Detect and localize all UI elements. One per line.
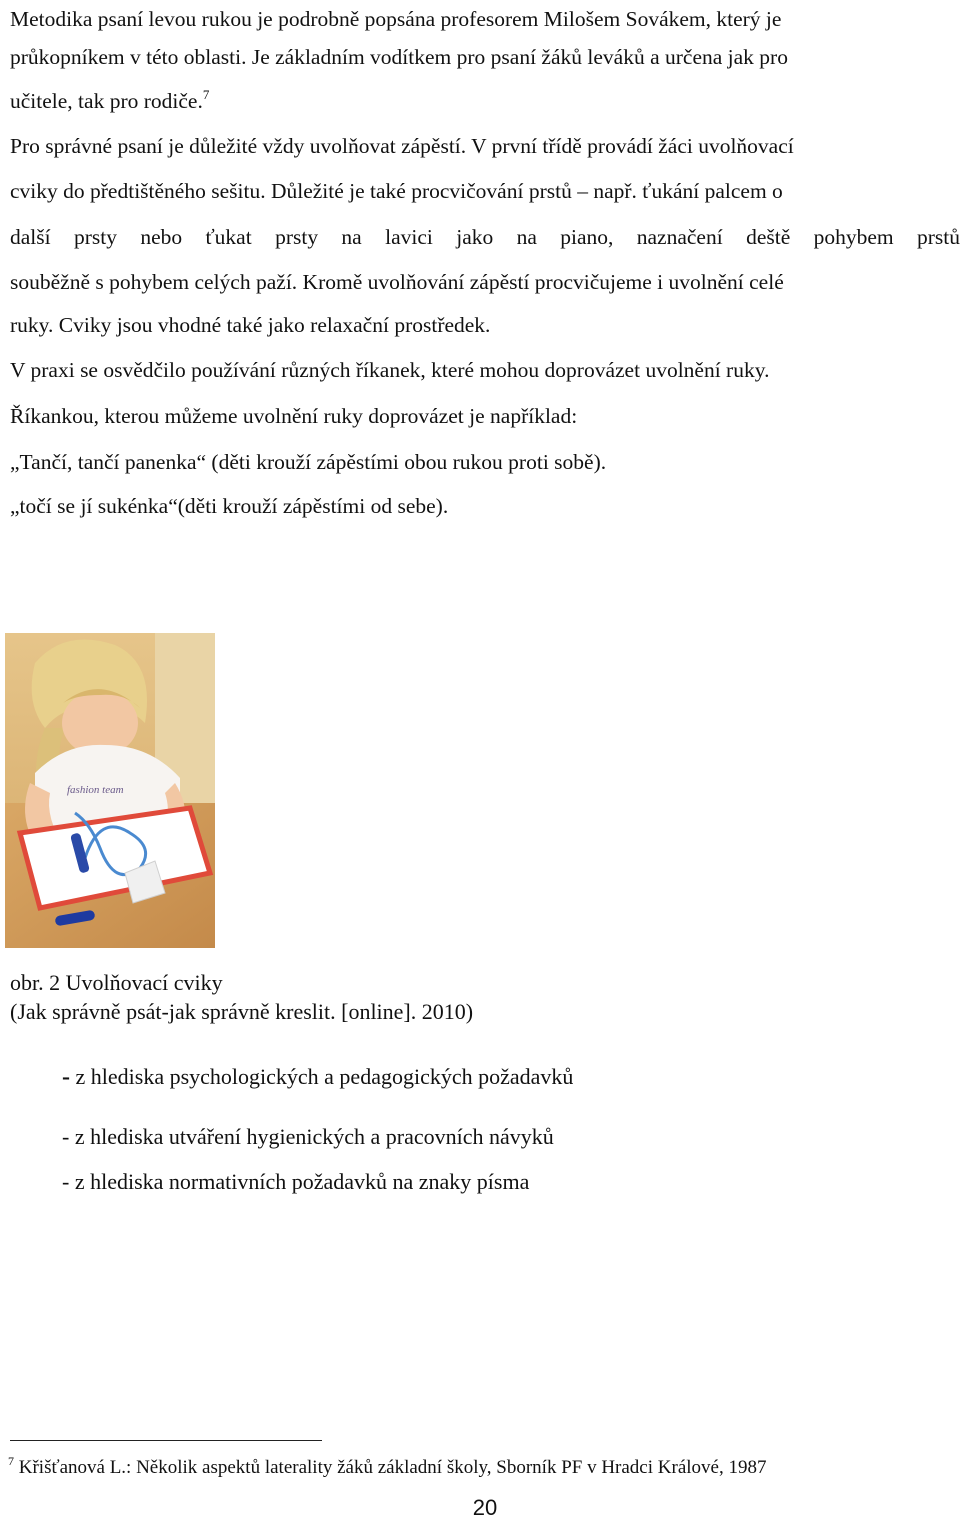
paragraph-line: Metodika psaní levou rukou je podrobně popsána profesorem Milošem Sovákem, který je [10,7,782,31]
paragraph-line: ruky. Cviky jsou vhodné také jako relaxační prostředek. [10,313,491,337]
list-dash: - [62,1064,70,1090]
page-number: 20 [472,1495,498,1520]
paragraph-line: cviky do předtištěného sešitu. Důležité je také procvičování prstů – např. ťukání palcem o [10,179,783,203]
paragraph-text: učitele, tak pro rodiče. [10,89,203,113]
list-item-text: z hlediska psychologických a pedagogických požadavků [70,1064,574,1089]
footnote-reference: 7 [202,87,210,102]
child-writing-photo [5,633,215,948]
paragraph-line: V praxi se osvědčilo používání různých říkanek, které mohou doprovázet uvolnění ruky. [10,358,770,382]
rhyme-line: „Tančí, tančí panenka“ (děti krouží zápěstími obou rukou proti sobě). [10,450,607,474]
paragraph-line: průkopníkem v této oblasti. Je základním vodítkem pro psaní žáků leváků a určena jak pro [10,45,788,69]
paragraph-line: další prsty nebo ťukat prsty na lavici jako na piano, naznačení deště pohybem prstů [10,225,960,249]
footnote-separator [10,1440,322,1441]
paragraph-line [10,86,960,116]
tshirt-print: fashion team [67,784,124,796]
list-item: - z hlediska normativních požadavků na znaky písma [62,1169,530,1194]
paragraph-line: Pro správné psaní je důležité vždy uvolňovat zápěstí. V první třídě provádí žáci uvolňovací [10,134,794,158]
figure-caption: obr. 2 Uvolňovací cviky [10,970,223,995]
figure-source: (Jak správně psát-jak správně kreslit. [online]. 2010) [10,999,474,1024]
rhyme-line: „točí se jí sukénka“(děti krouží zápěstími od sebe). [10,494,449,518]
list-item: - z hlediska utváření hygienických a pracovních návyků [62,1124,554,1149]
paragraph-line: Říkankou, kterou můžeme uvolnění ruky doprovázet je například: [10,404,578,428]
footnote-number: 7 [8,1454,14,1468]
child-writing-illustration [5,633,215,948]
footnote-text: Křišťanová L.: Několik aspektů laterality žáků základní školy, Sborník PF v Hradci Králové, 1987 [14,1457,767,1478]
paragraph-line: souběžně s pohybem celých paží. Kromě uvolňování zápěstí procvičujeme i uvolnění celé [10,270,784,294]
list-item [62,1062,573,1092]
footnote [8,1454,766,1482]
